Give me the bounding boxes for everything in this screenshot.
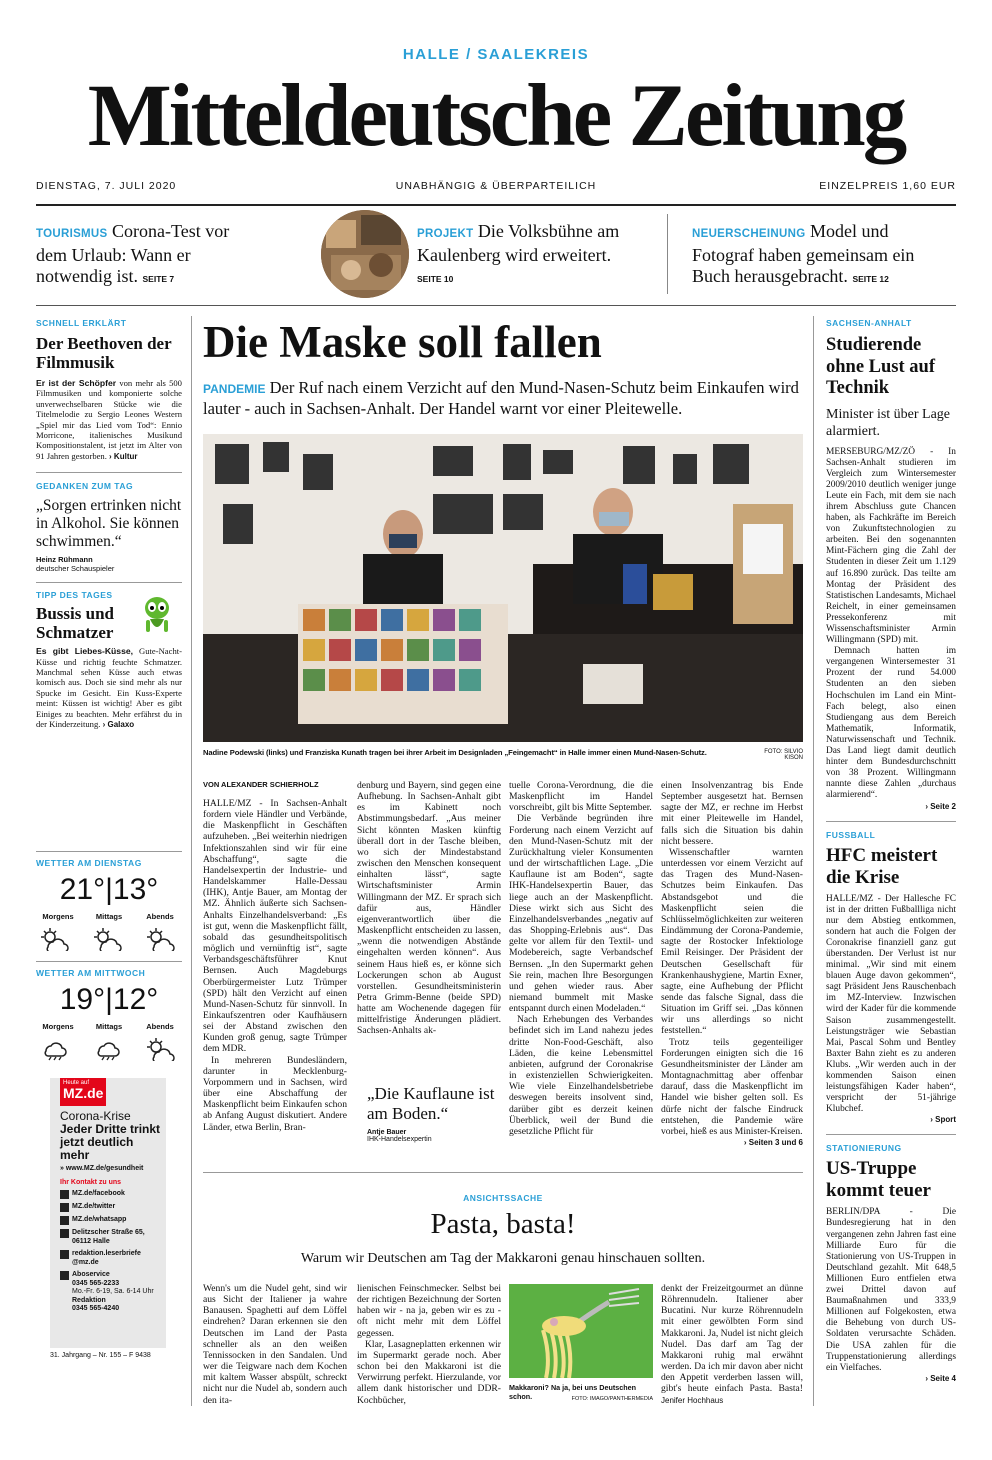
sun-cloud-icon [142, 927, 182, 951]
gedanken-kicker: GEDANKEN ZUM TAG [36, 481, 134, 492]
label-morning: Morgens [42, 1022, 74, 1031]
s1-title[interactable]: Studierende ohne Lust auf Technik [826, 335, 935, 398]
s3-kicker: STATIONIERUNG [826, 1143, 902, 1154]
article-col-1: VON ALEXANDER SCHIERHOLZ HALLE/MZ - In Sachsen-Anhalt fordern viele Händler und Verbände, die Maskenpflicht in Geschäften aufzuheben. „Bei weiterhin niedrigen Infektionszahlen sind wir für eine Abschaffung“, sagte die Handelsexpertin der Industrie- und Handelskammer Halle-Dessau (IHK), Antje Bauer, am Montag der MZ. Ähnlich äußerte sich Sachsen-Anhalts Einzelhandelsverband: „Es ist gut, wenn die Maskenpflicht fällt, sobald das gesundheitspolitisch möglich und vernünftig ist“, sagte Verbandsgeschäftsführer Knut Bernsen. Auch Magdeburgs Oberbürgermeister Lutz Trümper (SPD) hält den Verzicht auf einen Mund-Nasen-Schutz für sinnvoll. In Einkaufszentren oder Kaufhäusern sei der Abstand zwischen den Kunden groß genug, sagte Trümper dem MDR. In mehreren Bundesländern, darunter in Mecklenburg-Vorpommern und in Sachsen, wird über eine Abschaffung der Maskenpflicht beim Einkaufen schon ab Anfang August diskutiert. Andere Länder, etwa Berlin, Bran- [203, 780, 347, 1133]
main-headline[interactable]: Die Maske soll fallen [203, 317, 602, 367]
teaser-tourismus[interactable] [36, 221, 256, 290]
commentary-deck: Warum wir Deutschen am Tag der Makkaroni genau hinschauen sollten. [300, 1251, 706, 1266]
alien-mascot-icon [140, 595, 174, 639]
imprint-line: 31. Jahrgang – Nr. 155 – F 9438 [50, 1352, 151, 1359]
sun-cloud-icon [36, 927, 76, 951]
right-column-divider [813, 316, 814, 1406]
pasta-photo [509, 1284, 653, 1378]
weather-temps: 21°|13° [59, 873, 159, 906]
mz-logo: MZ.de [63, 1085, 104, 1101]
contact-list [60, 1190, 164, 1314]
s1-text: MERSEBURG/MZ/ZÖ - In Sachsen-Anhalt studieren im Vergleich zum Wintersemester 2009/2010 deutlich weniger junge Leute ein Fach, mit dem sie nach ihrem Abschluss gute Chancen haben, als Fachkräfte im Bereich von Zukunftstechnologien zu arbeiten. Bei den sogenannten Mint-Fächern ging die Zahl der Studenten in dieser Zeit um 1.129 auf 16.890 zurück. Das teilte am Montag der Präsident des Statistischen Landesamts, Michael Reichelt, in einer gemeinsamen Pressekonferenz mit Wissenschaftsminister Armin Willingmann (SPD) mit. Demnach hatten im vergangenen Wintersemester 31 Prozent der rund 54.000 Studenten an den sieben Hochschulen im Land ein Mint-Fach belegt, also einen Studiengang aus dem Bereich Mathematik, Informatik, Naturwissenschaft und Technik. Das Land liegt damit deutlich hinter dem Bundesdurchschnitt von 38 Prozent. Willingmann nannte diese Zahlen „durchaus alarmierend“. [826, 446, 956, 801]
s2-kicker: FUSSBALL [826, 829, 876, 840]
pasta-caption: Makkaroni? Na ja, bei uns Deutschen schon. [509, 1383, 637, 1401]
article-col-2: denburg und Bayern, sind gegen eine Aufhebung. In Sachsen-Anhalt gibt es im Kabinett noch Abstimmungsbedarf. „Aus meiner Sicht könnten Masken künftig überall dort in der Tasche bleiben, wo sich der Mindestabstand zwischen den Menschen konsequent einhalten lässt“, sagte Wirtschaftsminister Armin Willingmann der MZ. Er sprach sich dafür aus, Händler eigenverantwortlich über die Maskenpflicht entscheiden zu lassen, „wenn die notwendigen Abstände eingehalten werden können“. Aus seinem Haus hieß es, er könne sich Lockerungen schon ab August vorstellen. Gesundheitsministerin Petra Grimm-Benne (beide SPD) hatte am Wochenende dagegen für mittelfristige Änderungen plädiert. Sachsen-Anhalts ak- [357, 780, 501, 1037]
article-ref[interactable]: › Seiten 3 und 6 [743, 1138, 803, 1147]
s2-ref[interactable]: › Sport [930, 1115, 956, 1125]
gedanken-quote: „Sorgen ertrinken nicht in Alkohol. Sie können schwimmen.“ [36, 497, 182, 551]
weather-kicker: WETTER AM DIENSTAG [36, 858, 142, 868]
masthead-rule [36, 204, 956, 206]
quote-text: „Die Kauflaune ist am Boden.“ [367, 1084, 495, 1123]
teaser-rule [36, 305, 956, 306]
teaser-text: Die Volksbühne am Kaulenberg wird erweitert. [417, 221, 620, 265]
schnell-title: Der Beethoven der Filmmusik [36, 334, 172, 372]
left-sidebar [36, 318, 182, 731]
tipp-text: Es gibt Liebes-Küsse, Gute-Nacht-Küsse und richtig feuchte Schmatzer. Manchmal sehen Küsse auch etwas komisch aus. Doch sie sind mehr als nur Spucke im Gesicht. Ein Kuss-Experte meint: Küssen ist wichtig! Aber es gibt Einiges zu beachten. Mehr erfährst du in der Kinderzeitung. › Galaxo [36, 646, 182, 730]
rain-cloud-icon [36, 1037, 76, 1061]
redaktion-label: Redaktion [72, 1296, 106, 1304]
contact-email[interactable]: redaktion.leserbriefe @mz.de [72, 1250, 141, 1266]
phone-icon [60, 1271, 69, 1280]
tipp-kicker: TIPP DES TAGES [36, 590, 113, 601]
weather-wednesday [36, 961, 182, 1061]
commentary-author: Jenifer Hochhaus [661, 1395, 724, 1405]
tipp-ref: › Galaxo [102, 720, 135, 730]
s3-text: BERLIN/DPA - Die Bundesregierung hat in den vergangenen zehn Jahren fast eine Milliarde Euro für die Stationierung von US-Truppen in Deutschland gezahlt. Mit 648,5 Millionen Euro entfielen etwa zwei Drittel davon auf Baumaßnahmen und 333,9 Millionen auf Folgekosten, etwa die Behebung von durch US-Soldaten verursachte Schäden. Die USA zahlen für die Truppenstationierung allerdings ein Vielfaches. [826, 1207, 956, 1373]
weather-kicker: WETTER AM MITTWOCH [36, 968, 146, 978]
gedanken-author: Heinz Rühmann [36, 555, 93, 565]
commentary-col-1: Wenn's um die Nudel geht, sind wir aus Sicht der Italiener ja wahre Banausen. Spaghetti auf dem Löffel eindrehen? Daran erkennen sie den Deutschen im Land der Pasta schneller als an den weißen Tennissocken in den Sandalen. Und wer die Teigware nach dem Kochen mit kaltem Wasser abspült, schreckt nicht nur die Nudel ab, sondern auch den ita- [203, 1283, 347, 1406]
location-icon [60, 1229, 69, 1238]
pasta-credit: FOTO: IMAGO/PANTHERMEDIA [571, 1396, 653, 1402]
teaser-kicker: TOURISMUS [36, 228, 108, 240]
quote-role: IHK-Handelsexpertin [367, 1136, 432, 1143]
mz-url-link[interactable]: » www.MZ.de/gesundheit [60, 1165, 144, 1172]
contact-heading: Ihr Kontakt zu uns [60, 1179, 122, 1186]
sun-cloud-icon [89, 927, 129, 951]
article-col-4: einen Insolvenzantrag bis Ende September ausgesetzt hat. Bernsen sagte der MZ, er rechne im Herbst mit einer Pleitewelle im Handel, falls sich die Situation bis dahin nicht bessere. Wissenschaftler warnten unterdessen vor einem Verzicht auf das Tragen des Mund-Nasen-Schutzes beim Einkaufen. Das Abstandsgebot und die Maskenpflicht seien die Schlüsselmöglichkeiten zur weiteren Eindämmung der Corona-Pandemie, sagte der Rostocker Infektiologe Emil Reisinger. Der Präsident der Deutschen Gesellschaft für Krankenhaushygiene, Martin Exner, sagte, eine Aufhebung der Pflicht sende das falsche Signal, dass die Situation im Griff sei. „Das können wir uns allerdings so nicht feststellen.“ Trotz teils gegenteiliger Forderungen einigten sich die 16 Gesundheitsminister der Länder am Montagnachmittag aber offenbar darauf, dass die Maskenpflicht im Handel wie bisher gelten soll. Es dürfe nicht der falsche Eindruck entstehen, die Pandemie wäre vorbei, hieß es aus Minister-Kreisen. › Seiten 3 und 6 [661, 780, 803, 1147]
teaser-kicker: NEUERSCHEINUNG [692, 228, 806, 240]
teaser-ref: SEITE 10 [417, 274, 454, 284]
tipp-title: Bussis und Schmatzer [36, 604, 114, 643]
mz-logo-badge[interactable] [60, 1078, 106, 1106]
price: EINZELPREIS 1,60 EUR [819, 180, 956, 192]
pull-quote [367, 1084, 501, 1143]
mz-small-label: Heute auf [63, 1080, 90, 1086]
commentary-col-4: denkt der Freizeitgourmet an dünne Röhrennudeln. Italiener aber Bucatini. Nur kurze Röhrennudeln mit einer gewölbten Form sind Makkaroni. Ja, Nudel ist nicht gleich Nudel. Das darf am Tag der Makkaroni ruhig mal erwähnt werden. Da ich mir davon aber nicht den Appetit verderben lassen will, gibt's heute einfach Pasta. Basta! Jenifer Hochhaus [661, 1283, 804, 1405]
commentary-headline[interactable]: Pasta, basta! [430, 1208, 576, 1240]
main-deck-text: Der Ruf nach einem Verzicht auf den Mund-Nasen-Schutz beim Einkaufen wird lauter - auch in Sachsen-Anhalt. Der Handel warnt vor einer Pleitewelle. [203, 378, 799, 418]
label-evening: Abends [146, 1022, 174, 1031]
mail-icon [60, 1250, 69, 1259]
byline: VON ALEXANDER SCHIERHOLZ [203, 780, 319, 789]
main-kicker: PANDEMIE [203, 382, 266, 396]
photo-credit: FOTO: SILVIO KISON [764, 749, 803, 761]
article-col-3: tuelle Corona-Verordnung, die die Maskenpflicht im Handel vorschreibt, gilt bis Mitte September. Die Verbände begründen ihre Forderung nach einem Verzicht auf den Mund-Nasen-Schutz mit der Zurückhaltung vieler Konsumenten und der wirtschaftlichen Lage. „Die Kauflaune ist am Boden“, sagte IHK-Handelsexpertin Bauer, das liege auch an der Maskenpflicht. Diese wirkt sich aus Sicht des Einzelhandelsverbandes „negativ auf das Shopping-Erlebnis aus“. Das gelte vor allem für den Textil- und Modebereich, sagte Verbandschef Bernsen. „In den Supermarkt gehen Sie rein, machen Ihre Besorgungen und gehen wieder raus. Aber niemand bummelt mit Maske entspannt durch einen Modeladen.“ Nach Erhebungen des Verbandes befindet sich im Land nahezu jedes dritte Non-Food-Geschäft, also Läden, die keine Lebensmittel anbieten, aufgrund der Coronakrise in existenziellen Schwierigkeiten. Wie viele Einzelhandelsbetriebe deswegen bereits insolvent sind, darüber gibt es derzeit keinen Überblick, weil der Bund die gesetzliche Pflicht für [509, 780, 653, 1137]
facebook-icon [60, 1190, 69, 1199]
commentary-kicker: ANSICHTSSACHE [463, 1193, 543, 1203]
label-noon: Mittags [95, 912, 123, 921]
schnell-text: Er ist der Schöpfer von mehr als 500 Filmmusiken und komponierte solche unverwechselbaren Stücke wie die Titelmelodie zu Sergio Leones Western „Spiel mir das Lied vom Tod“: Ennio Morricone, italienisches Musikund Kompositionstalent, ist jetzt im Alter von 91 Jahren gestorben. › Kultur [36, 378, 182, 461]
edition-label: HALLE / SAALEKREIS [402, 46, 590, 63]
weather-temps: 19°|12° [59, 983, 159, 1016]
commentary-col-2: lienischen Feinschmecker. Selbst bei der richtigen Bezeichnung der Sorten haben wir - na ja, geben wir es zu - oft nicht mehr mit dem Löffel gegessen. Klar, Lasagneplatten erkennen wir im Supermarkt gerade noch. Aber schon bei den Makkaroni ist die Verwirrung perfekt. Hierzulande, vor allem dank historischer und DDR-Kochbücher, [357, 1283, 501, 1406]
s2-title[interactable]: HFC meistert die Krise [826, 844, 938, 888]
teaser-divider [667, 214, 668, 294]
s1-kicker: SACHSEN-ANHALT [826, 318, 912, 328]
teaser-text: Corona-Test vor dem Urlaub: Wann er notwendig ist. [36, 221, 230, 286]
bottom-rule [203, 1172, 803, 1173]
label-evening: Abends [146, 912, 174, 921]
teaser-ref: SEITE 7 [142, 274, 175, 284]
contact-whatsapp[interactable]: MZ.de/whatsapp [72, 1216, 127, 1223]
gedanken-role: deutscher Schauspieler [36, 564, 115, 574]
twitter-icon [60, 1203, 69, 1212]
s3-title[interactable]: US-Truppe kommt teuer [826, 1158, 931, 1202]
abo-label: Aboservice [72, 1271, 110, 1278]
label-noon: Mittags [95, 1022, 123, 1031]
rain-cloud-icon [89, 1037, 129, 1061]
main-photo [203, 434, 803, 742]
mz-corona-label: Corona-Krise [60, 1109, 131, 1123]
issue-date: DIENSTAG, 7. JULI 2020 [36, 180, 177, 192]
whatsapp-icon [60, 1216, 69, 1225]
mz-headline[interactable]: Jeder Dritte trinkt jetzt deutlich mehr [60, 1122, 161, 1162]
quote-author: Antje Bauer [367, 1129, 407, 1136]
contact-address: Delitzscher Straße 65, 06112 Halle [72, 1229, 145, 1245]
photo-caption: Nadine Podewski (links) und Franziska Kunath tragen bei ihrer Arbeit im Designladen „Feingemacht“ in Halle immer einen Mund-Nasen-Schutz. [203, 748, 707, 757]
abo-phone[interactable]: 0345 565-2233 [72, 1279, 120, 1287]
s2-text: HALLE/MZ - Der Hallesche FC ist in der dritten Fußballliga nicht nur dem Abstieg entkommen, sondern hat auch die Folgen der Coronakrise finanziell ganz gut überstanden. Der Verlust ist nur minimal. „Wir sind mit einem blauen Auge davon gekommen“, sagt Präsident Jens Rauschenbach im MZ-Interview. Inzwischen wird der Kader für die kommende Saison zusammengestellt. Leistungsträger wie Sebastian Mai, Pascal Sohm und Bentley Baxter Bahn zieht es zu anderen Klubs. „Wir werden auch in der kommenden Saison einen leistungsfähigen Kader haben“, verspricht der 51-jährige Klubchef. [826, 893, 956, 1115]
teaser-photo-circle [321, 210, 409, 298]
teaser-neuerscheinung[interactable] [692, 221, 954, 290]
contact-twitter[interactable]: MZ.de/twitter [72, 1203, 116, 1210]
teaser-ref: SEITE 12 [852, 274, 889, 284]
label-morning: Morgens [42, 912, 74, 921]
teaser-projekt[interactable] [417, 221, 637, 290]
redaktion-phone[interactable]: 0345 565-4240 [72, 1305, 120, 1312]
s1-subtitle: Minister ist über Lage alarmiert. [826, 406, 951, 439]
right-sidebar [826, 318, 956, 1383]
main-deck [203, 378, 803, 419]
s1-ref[interactable]: › Seite 2 [925, 801, 956, 811]
teaser-text: Model und Fotograf haben gemeinsam ein Buch herausgebracht. [692, 221, 915, 286]
motto: UNABHÄNGIG & ÜBERPARTEILICH [395, 180, 597, 192]
left-column-divider [191, 316, 192, 1406]
s3-ref[interactable]: › Seite 4 [925, 1373, 956, 1383]
contact-facebook[interactable]: MZ.de/facebook [72, 1190, 125, 1197]
schnell-ref: › Kultur [109, 451, 138, 461]
weather-tuesday [36, 851, 182, 951]
newspaper-title: Mitteldeutsche Zeitung [87, 67, 905, 165]
schnell-kicker: SCHNELL ERKLÄRT [36, 318, 127, 328]
mz-promo-box [50, 1078, 166, 1348]
teaser-kicker: PROJEKT [417, 228, 474, 240]
sun-cloud-icon [142, 1037, 182, 1061]
abo-hours: Mo.-Fr. 6-19, Sa. 6-14 Uhr [72, 1288, 154, 1295]
